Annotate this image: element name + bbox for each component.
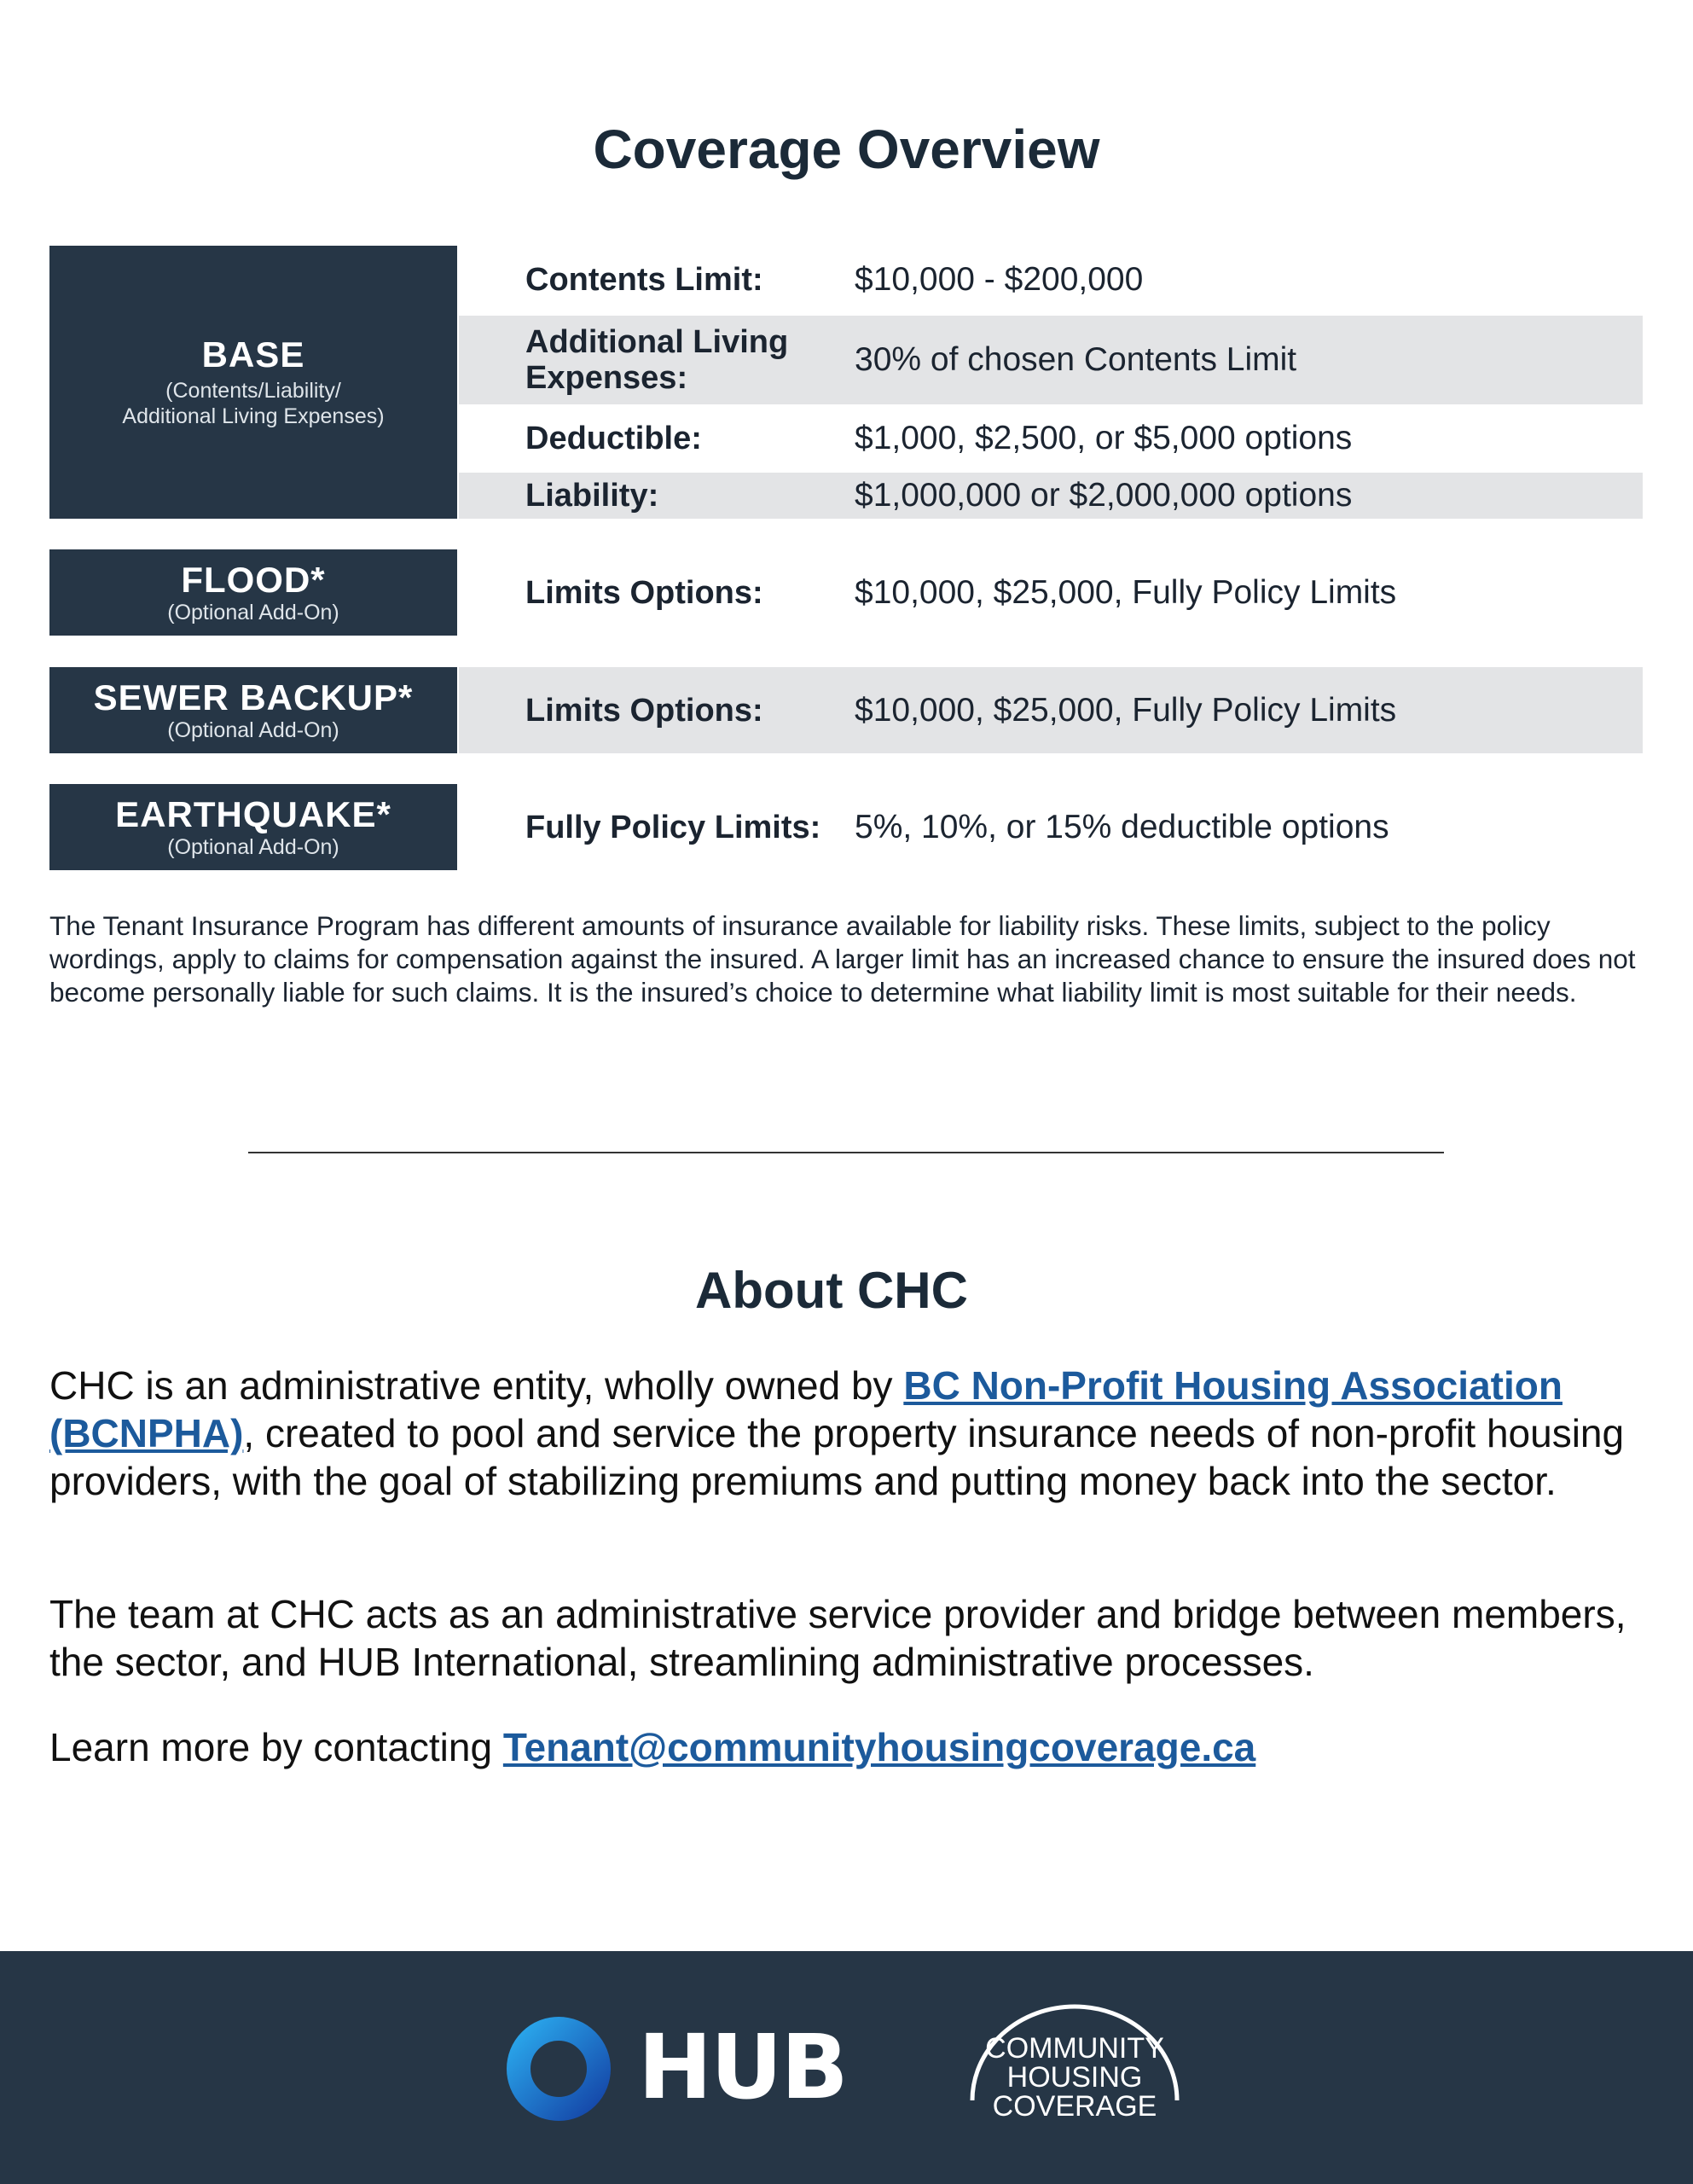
- footer: [0, 1951, 1693, 2184]
- row-label: Limits Options:: [525, 692, 763, 729]
- base-coverage-name: BASE: [201, 334, 305, 375]
- row-contents-limit: [459, 246, 1643, 314]
- earthquake-coverage-name: EARTHQUAKE*: [115, 793, 391, 834]
- row-flood-limits: [459, 549, 1643, 636]
- row-label-line-1: Additional Living: [525, 324, 789, 360]
- row-sewer-limits: [459, 667, 1643, 753]
- about-text: Learn more by contacting: [49, 1725, 503, 1769]
- about-title: About CHC: [695, 1262, 968, 1319]
- row-value: 5%, 10%, or 15% deductible options: [855, 808, 1389, 845]
- about-text: , created to pool and service the property insurance needs of non-profit housing providers, with the goal of stabilizing premiums and putting money back into the sector.: [49, 1411, 1625, 1503]
- row-liability: [459, 473, 1643, 519]
- base-coverage-sub-2: Additional Living Expenses): [122, 404, 385, 428]
- sewer-backup-coverage-sub: (Optional Add-On): [167, 717, 339, 742]
- row-value: $10,000, $25,000, Fully Policy Limits: [855, 691, 1397, 729]
- row-value: $1,000,000 or $2,000,000 options: [855, 477, 1353, 514]
- sewer-backup-coverage-name: SEWER BACKUP*: [93, 677, 414, 717]
- hub-ring-icon: [503, 2013, 614, 2124]
- earthquake-coverage-block: [49, 784, 457, 870]
- about-paragraph-1: [49, 1362, 1644, 1505]
- row-label: Contents Limit:: [525, 262, 763, 298]
- hub-logo-text: HUB: [638, 2015, 847, 2119]
- earthquake-coverage-sub: (Optional Add-On): [167, 834, 339, 859]
- row-value: 30% of chosen Contents Limit: [855, 341, 1297, 378]
- row-earthquake-limits: [459, 784, 1643, 870]
- row-additional-living-expenses: [459, 316, 1643, 404]
- sewer-backup-coverage-block: [49, 667, 457, 753]
- about-paragraph-2: The team at CHC acts as an administrative service provider and bridge between members, the sector, and HUB International, streamlining administrative processes.: [49, 1592, 1626, 1684]
- flood-coverage-block: [49, 549, 457, 636]
- hub-logo: [503, 2013, 847, 2124]
- base-coverage-block: [49, 246, 457, 519]
- about-text: CHC is an administrative entity, wholly owned by: [49, 1363, 904, 1408]
- row-deductible: [459, 406, 1643, 471]
- row-value: $10,000 - $200,000: [855, 261, 1144, 298]
- chc-logo-line-1: COMMUNITY: [985, 2032, 1164, 2065]
- contact-email-link[interactable]: Tenant@communityhousingcoverage.ca: [502, 1725, 1256, 1769]
- bcnpha-link[interactable]: BC Non-Profit Housing Association: [903, 1363, 1563, 1408]
- community-housing-coverage-logo: [964, 1998, 1186, 2169]
- row-label-line-2: Expenses:: [525, 360, 688, 396]
- page-title: Coverage Overview: [593, 119, 1100, 180]
- bcnpha-abbr-link[interactable]: (BCNPHA): [49, 1411, 244, 1455]
- flood-coverage-sub: (Optional Add-On): [167, 600, 339, 624]
- row-value: $1,000, $2,500, or $5,000 options: [855, 420, 1353, 456]
- section-divider: [248, 1152, 1444, 1153]
- base-coverage-sub-1: (Contents/Liability/: [165, 379, 341, 403]
- liability-note: The Tenant Insurance Program has different amounts of insurance available for liability risks. These limits, subject to the policy wordings, apply to claims for compensation against the insured. A larger limit has an increased chance to ensure the insured does not become personally liable for such claims. It is the insured’s choice to determine what liability limit is most suitable for their needs.: [49, 910, 1636, 1008]
- row-label: Liability:: [525, 478, 659, 514]
- row-label: Deductible:: [525, 421, 702, 456]
- chc-logo-text: [964, 2034, 1186, 2121]
- row-value: $10,000, $25,000, Fully Policy Limits: [855, 573, 1397, 611]
- flood-coverage-name: FLOOD*: [181, 559, 326, 600]
- chc-logo-line-3: COVERAGE: [992, 2090, 1157, 2123]
- chc-logo-line-2: HOUSING: [1006, 2061, 1143, 2094]
- about-paragraph-3: [49, 1723, 1644, 1771]
- row-label: Fully Policy Limits:: [525, 809, 821, 845]
- row-label: [459, 324, 855, 396]
- row-label: Limits Options:: [525, 574, 763, 611]
